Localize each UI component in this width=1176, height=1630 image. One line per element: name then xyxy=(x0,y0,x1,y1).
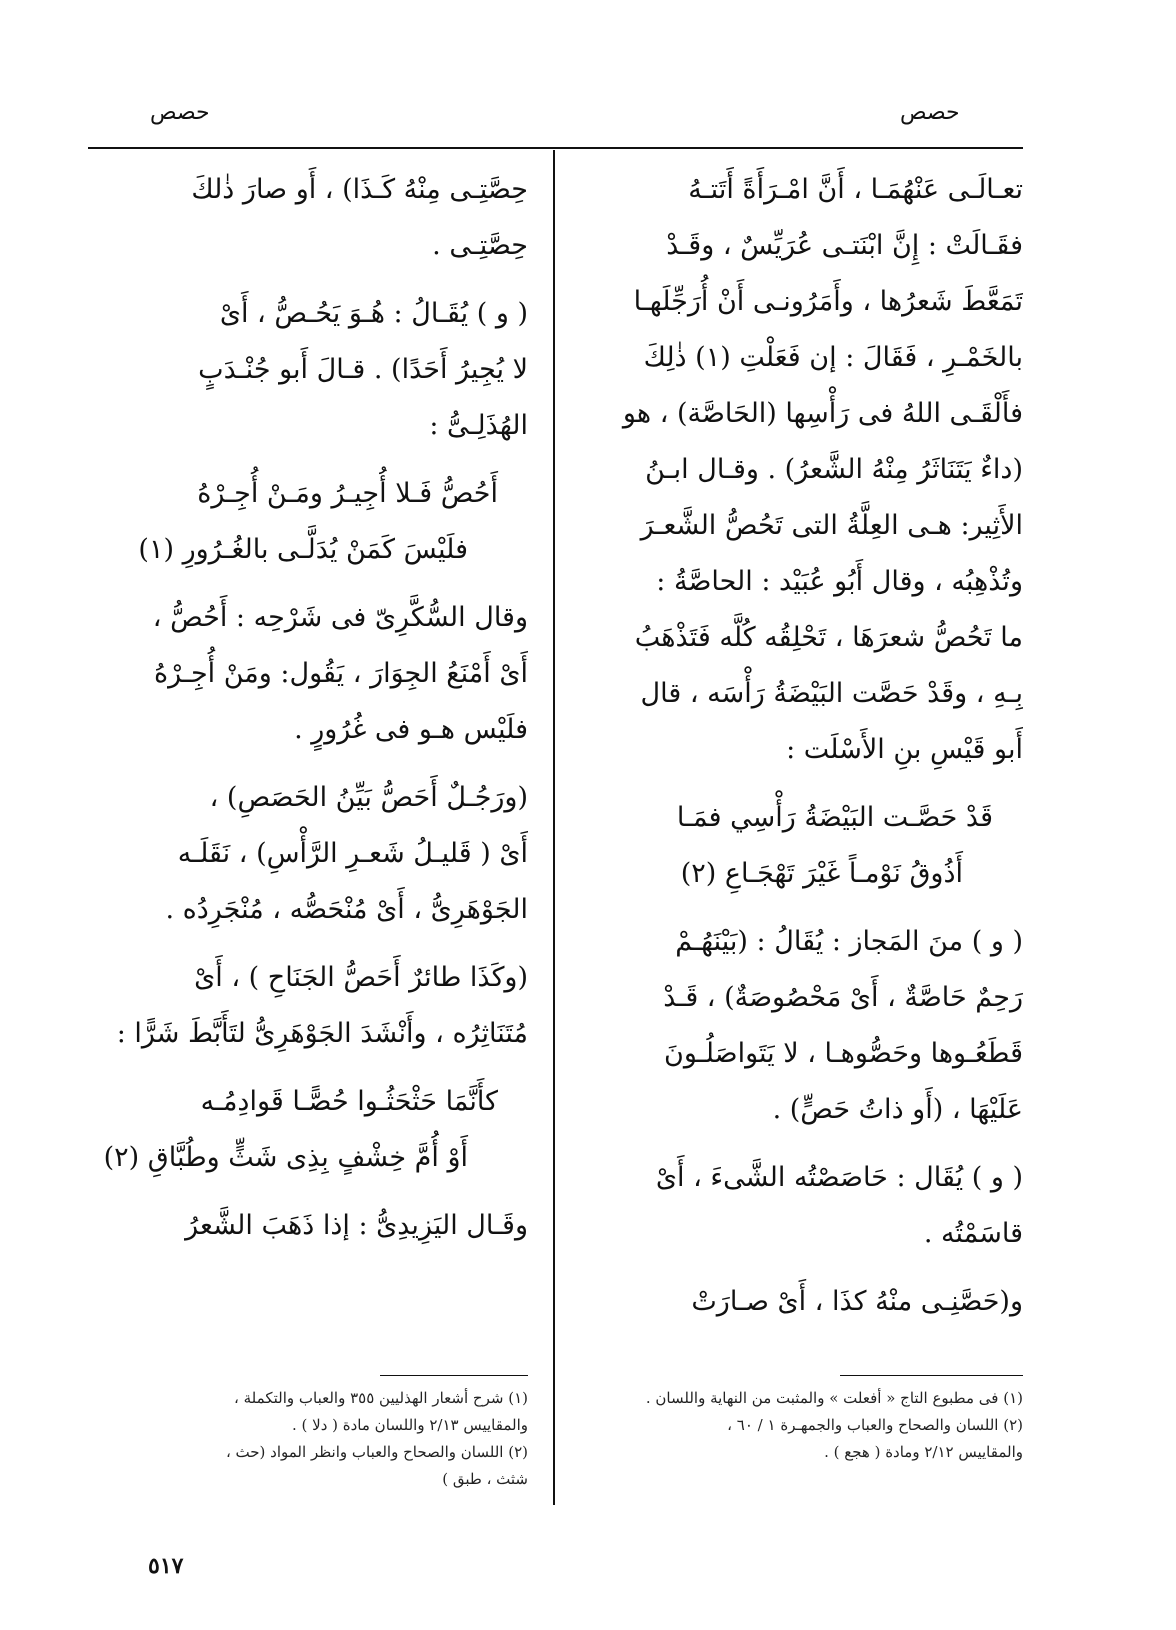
text-line: وقَـال اليَزِيدِىُّ : إذا ذَهَبَ الشَّعرُ xyxy=(185,1210,528,1241)
footnotes-right xyxy=(583,1385,1023,1466)
text-line: بالخَمْـرِ ، فَقَالَ : إن فَعَلْتِ (١) ذٰلِكَ xyxy=(643,342,1023,373)
verse-line: كأَنَّمَا حَثْحَثُـوا حُصًّـا قَوادِمُـه xyxy=(200,1086,498,1117)
text-line: تعـالَـى عَنْهُمَـا ، أَنَّ امْـرَأَةً أَتَتـهُ xyxy=(688,174,1023,205)
footnote-rule-left xyxy=(380,1375,528,1376)
left-column xyxy=(88,162,528,1254)
text-line: تَمَعَّطَ شَعرُها ، وأَمَرُونـى أَنْ أُرَجِّلَهـا xyxy=(633,286,1023,317)
verse-line: فلَيْسَ كَمَنْ يُدَلَّـى بالغُـرُورِ (١) xyxy=(138,534,468,565)
text-line: وقال السُّكَّرِىّ فى شَرْحِه : أَحُصُّ ، xyxy=(152,602,528,633)
text-line: عَلَيْهَا ، (أَو ذاتُ حَصٍّ) . xyxy=(772,1094,1023,1125)
footnote: والمقاييس ٢/١٣ واللسان مادة ( دلا ) . xyxy=(291,1416,528,1434)
footnotes-left xyxy=(88,1385,528,1493)
text-line: بِـهِ ، وقَدْ حَصَّت البَيْضَةُ رَأْسَه ، قال xyxy=(640,678,1023,709)
header-entry-left: حصص xyxy=(150,100,210,125)
right-column xyxy=(583,162,1023,1330)
header-rule xyxy=(88,147,1023,149)
text-line: حِصَّتِـى مِنْهُ كَـذَا) ، أَو صارَ ذٰلكَ xyxy=(191,174,528,205)
text-line: ( و ) منَ المَجاز : يُقَالُ : (بَيْنَهُـمْ xyxy=(675,926,1023,957)
text-line: ما تَحُصُّ شعرَهَا ، تَحْلِقُه كُلَّه فَتَذْهَبُ xyxy=(634,622,1023,653)
text-line: الجَوْهَرِىُّ ، أَىْ مُنْحَصُّه ، مُنْجَرِدُه . xyxy=(165,894,528,925)
footnote: والمقاييس ٢/١٢ ومادة ( هجع ) . xyxy=(824,1443,1023,1461)
footnote: (١) شرح أشعار الهذليين ٣٥٥ والعباب والتكملة ، xyxy=(234,1389,528,1407)
footnote: شثث ، طبق ) xyxy=(442,1470,528,1488)
verse-line: أَحُصُّ فَـلا أُجِيـرُ ومَـنْ أُجِـرْهُ xyxy=(197,478,498,509)
verse-line: قَدْ حَصَّـت البَيْضَةُ رَأْسِي فمَـا xyxy=(676,802,993,833)
column-divider xyxy=(553,150,555,1505)
text-line: أَىْ ( قَليـلُ شَعـرِ الرَّأْسِ) ، نَقَلَـه xyxy=(177,838,528,869)
text-line: (ورَجُـلٌ أَحَصُّ بَيِّنُ الحَصَصِ) ، xyxy=(209,782,528,813)
verse-line: أَذُوقُ نَوْمـاً غَيْرَ تَهْجَـاعِ (٢) xyxy=(680,858,963,889)
text-line: رَحِمٌ حَاصَّةٌ ، أَىْ مَحْصُوصَةٌ) ، قَـدْ xyxy=(663,982,1023,1013)
text-line: و(حَصَّنِـى منْهُ كذَا ، أَىْ صـارَتْ xyxy=(691,1286,1023,1317)
text-line: مُتَنَاثِرُه ، وأَنْشَدَ الجَوْهَرِىُّ لتَأَبَّطَ شَرًّا : xyxy=(116,1018,528,1049)
text-line: قاسَمْتُه . xyxy=(923,1218,1023,1249)
text-line: أَبو قَيْسِ بنِ الأَسْلَت : xyxy=(786,734,1023,765)
page-number: ٥١٧ xyxy=(148,1553,184,1579)
text-line: (وكَذَا طائرٌ أَحَصُّ الجَنَاحِ ) ، أَىْ xyxy=(194,962,528,993)
text-line: ( و ) يُقَـالُ : هُـوَ يَحُـصُّ ، أَىْ xyxy=(219,298,528,329)
footnote: (٢) اللسان والصحاح والعباب وانظر المواد (حث ، xyxy=(225,1443,528,1461)
header-entry-right: حصص xyxy=(900,100,960,125)
footnote: (٢) اللسان والصحاح والعباب والجمهـرة ١ / ٦٠ ، xyxy=(727,1416,1023,1434)
text-line: الأَثِير: هـى العِلَّةُ التى تَحُصُّ الشَّعـرَ xyxy=(640,510,1023,541)
text-line: فلَيْس هـو فى غُرُورٍ . xyxy=(294,714,528,745)
verse-line: أَوْ أُمَّ خِشْفٍ بِذِى شَثٍّ وطُبَّاقِ (٢) xyxy=(103,1142,468,1173)
text-line: (داءٌ يَتَنَاثَرُ مِنْهُ الشَّعرُ) . وقـال ابـنُ xyxy=(645,454,1023,485)
text-line: الهُذَلِـىُّ : xyxy=(429,410,528,441)
text-line: حِصَّتِـى . xyxy=(432,230,528,261)
text-line: لا يُجِيرُ أَحَدًا) . قـالَ أَبو جُنْـدَبٍ xyxy=(198,354,528,385)
text-line: أَىْ أَمْنَعُ الجِوَارَ ، يَقُول: ومَنْ أُجِـرْهُ xyxy=(153,658,528,689)
text-line: قَطَعُـوها وحَصُّوهـا ، لا يَتَواصَلُـونَ xyxy=(664,1038,1023,1069)
text-line: فأَلْقَـى اللهُ فى رَأْسِها (الحَاصَّة) ، هو xyxy=(622,398,1023,429)
text-line: فقَـالَتْ : إِنَّ ابْنَتـى عُرَيِّسٌ ، وقَـدْ xyxy=(666,230,1023,261)
text-line: ( و ) يُقَال : حَاصَصْتُه الشَّىءَ ، أَىْ xyxy=(655,1162,1023,1193)
footnote: (١) فى مطبوع التاج « أفعلت » والمثبت من النهاية واللسان . xyxy=(645,1389,1023,1407)
footnote-rule-right xyxy=(840,1375,1023,1376)
text-line: وتُذْهِبُه ، وقال أَبُو عُبَيْد : الحاصَّةُ : xyxy=(656,566,1023,597)
